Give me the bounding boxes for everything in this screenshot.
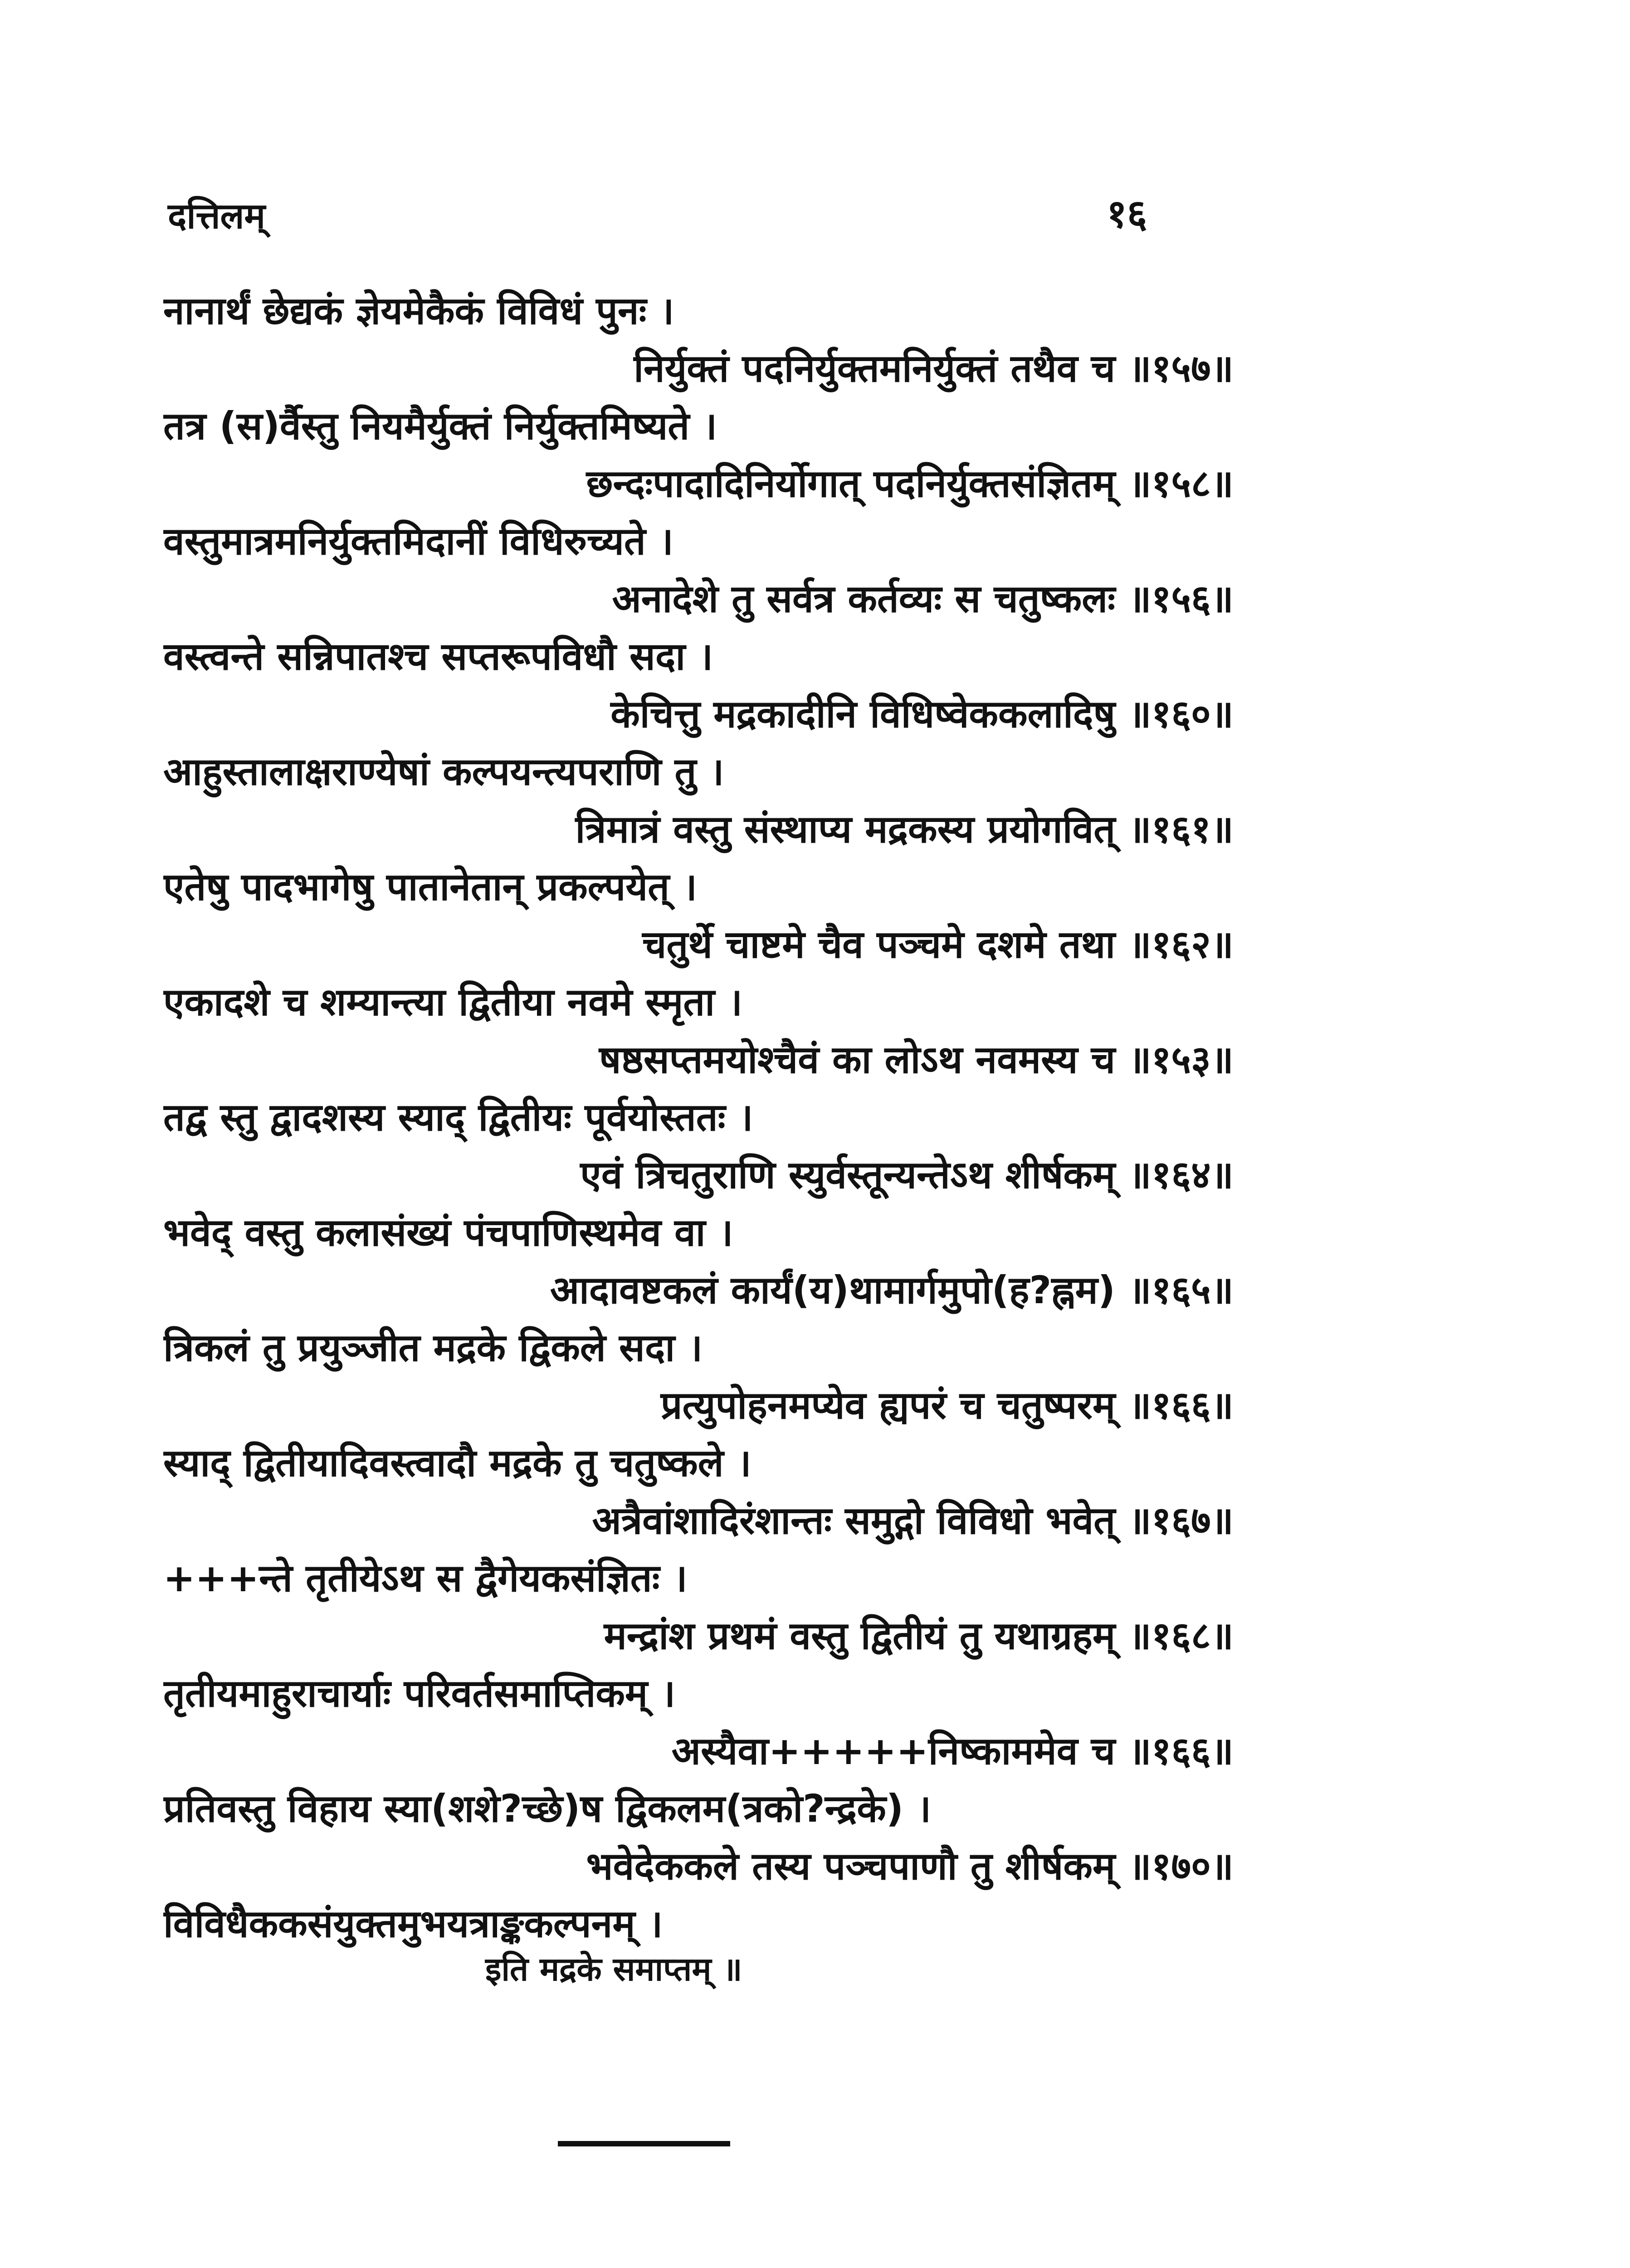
verse-line: त्रिमात्रं वस्तु संस्थाप्य मद्रकस्य प्रयोगवित् ॥१६१॥	[575, 807, 1234, 851]
verse-line: एकादशे च शम्यान्त्या द्वितीया नवमे स्मृता ।	[163, 980, 743, 1024]
verse-line: अनादेशे तु सर्वत्र कर्तव्यः स चतुष्कलः ॥१५६॥	[612, 577, 1234, 621]
colophon: इति मद्रके समाप्तम् ॥	[485, 1950, 742, 1988]
verse-line: +++न्ते तृतीयेऽथ स द्वैगेयकसंज्ञितः ।	[163, 1556, 688, 1600]
verse-line: षष्ठसप्तमयोश्चैवं का लोऽथ नवमस्य च ॥१५३॥	[599, 1037, 1234, 1082]
section-divider	[558, 2141, 730, 2146]
verse-line: प्रतिवस्तु विहाय स्या(शशे?च्छे)ष द्विकलम(त्रको?न्द्रके) ।	[163, 1786, 932, 1831]
verse-line: चतुर्थे चाष्टमे चैव पञ्चमे दशमे तथा ॥१६२॥	[642, 922, 1234, 967]
verse-line: एवं त्रिचतुराणि स्युर्वस्तून्यन्तेऽथ शीर्षकम् ॥१६४॥	[580, 1153, 1234, 1197]
verse-line: अत्रैवांशादिरंशान्तः समुद्गो विविधो भवेत् ॥१६७॥	[592, 1498, 1234, 1543]
running-title: दत्तिलम्	[168, 196, 266, 237]
verse-line: भवेद् वस्तु कलासंख्यं पंचपाणिस्थमेव वा ।	[163, 1210, 733, 1255]
verse-line: प्रत्युपोहनमप्येव ह्यपरं च चतुष्परम् ॥१६६॥	[660, 1383, 1234, 1427]
verse-line: भवेदेककले तस्य पञ्चपाणौ तु शीर्षकम् ॥१७०॥	[586, 1844, 1234, 1888]
verse-line: तद्व स्तु द्वादशस्य स्याद् द्वितीयः पूर्वयोस्ततः ।	[163, 1095, 753, 1139]
verse-line: स्याद् द्वितीयादिवस्त्वादौ मद्रके तु चतुष्कले ।	[163, 1441, 752, 1485]
verse-line: विविधैककसंयुक्तमुभयत्राङ्ककल्पनम् ।	[163, 1901, 663, 1946]
verse-line: केचित्तु मद्रकादीनि विधिष्वेककलादिषु ॥१६०॥	[610, 692, 1234, 736]
verse-line: वस्त्वन्ते सन्निपातश्च सप्तरूपविधौ सदा ।	[163, 634, 713, 679]
verse-line: आहुस्तालाक्षराण्येषां कल्पयन्त्यपराणि तु ।	[163, 749, 724, 794]
verse-line: निर्युक्तं पदनिर्युक्तमनिर्युक्तं तथैव च ॥१५७॥	[634, 346, 1234, 391]
verse-line: तत्र (स)र्वैस्तु नियमैर्युक्तं निर्युक्तमिष्यते ।	[163, 404, 717, 448]
verse-line: तृतीयमाहुराचार्याः परिवर्तसमाप्तिकम् ।	[163, 1671, 676, 1716]
verse-line: आदावष्टकलं कार्यं(य)थामार्गमुपो(ह?ह्नम) ॥१६५॥	[550, 1268, 1234, 1312]
verse-line: मन्द्रांश प्रथमं वस्तु द्वितीयं तु यथाग्रहम् ॥१६८॥	[604, 1613, 1234, 1658]
verse-line: छन्दःपादादिनिर्योगात् पदनिर्युक्तसंज्ञितम् ॥१५८॥	[586, 461, 1234, 506]
verse-line: त्रिकलं तु प्रयुञ्जीत मद्रके द्विकले सदा ।	[163, 1325, 703, 1370]
verse-line: अस्यैवा+++++निष्काममेव च ॥१६६॥	[671, 1729, 1234, 1773]
verse-line: एतेषु पादभागेषु पातानेतान् प्रकल्पयेत् ।	[163, 865, 698, 909]
verse-line: वस्तुमात्रमनिर्युक्तमिदानीं विधिरुच्यते ।	[163, 519, 673, 563]
verse-line: नानार्थं छेद्यकं ज्ञेयमेकैकं विविधं पुनः ।	[163, 288, 674, 333]
page-number: १६	[1107, 191, 1147, 237]
